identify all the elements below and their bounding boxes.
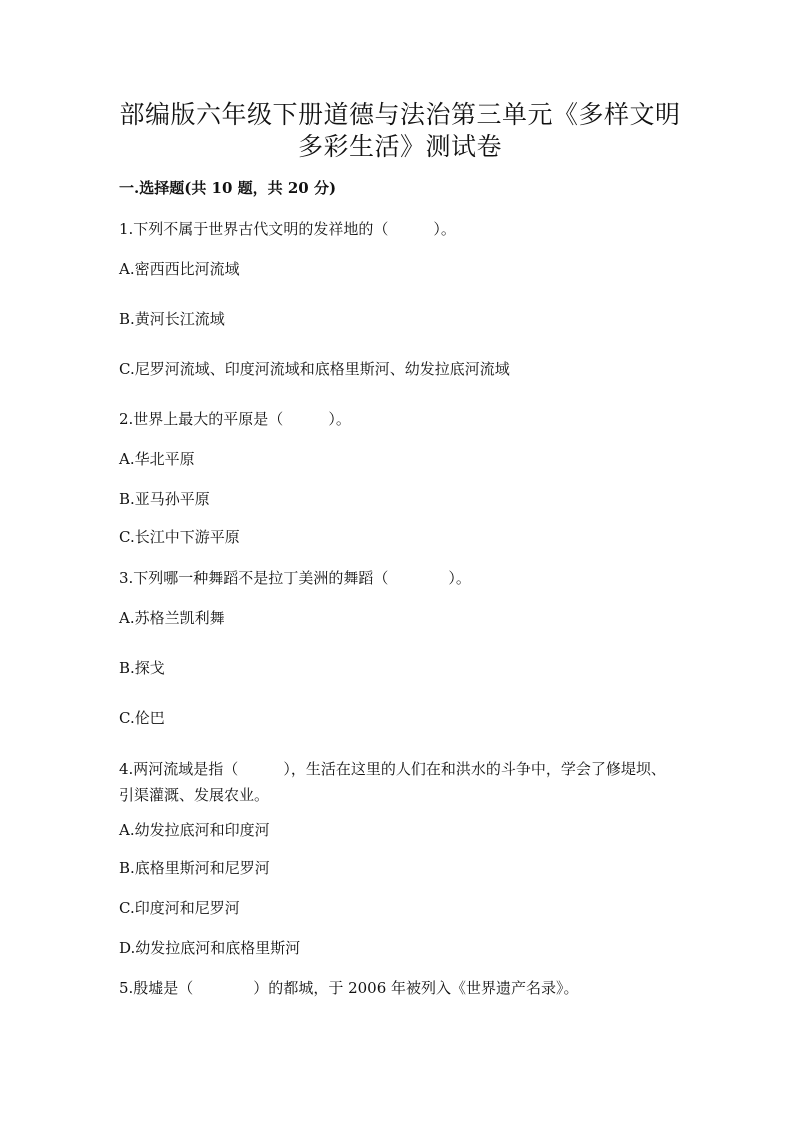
question-3-option-a: A.苏格兰凯利舞 [119,609,225,627]
section-heading: 一.选择题(共 10 题，共 20 分) [119,179,337,197]
question-2-option-c: C.长江中下游平原 [119,528,240,546]
document-title-line-2: 多彩生活》测试卷 [297,132,502,161]
question-4-stem: 4.两河流域是指（ ），生活在这里的人们在和洪水的斗争中，学会了修堤坝、引渠灌溉、发展农业。 [119,760,666,804]
question-1-option-c: C.尼罗河流域、印度河流域和底格里斯河、幼发拉底河流域 [119,360,510,378]
question-2-stem: 2.世界上最大的平原是（ ）。 [119,410,351,428]
question-4-option-c: C.印度河和尼罗河 [119,899,240,917]
question-4-option-a: A.幼发拉底河和印度河 [119,821,270,839]
question-1-option-b: B.黄河长江流域 [119,310,225,328]
question-3-option-c: C.伦巴 [119,709,165,727]
document-title-line-1: 部编版六年级下册道德与法治第三单元《多样文明 [119,100,681,129]
question-1-stem: 1.下列不属于世界古代文明的发祥地的（ ）。 [119,220,456,238]
question-4-option-d: D.幼发拉底河和底格里斯河 [119,939,301,957]
question-3-option-b: B.探戈 [119,659,165,677]
question-5-stem: 5.殷墟是（ ）的都城，于 2006 年被列入《世界遗产名录》。 [119,979,579,997]
question-2-option-b: B.亚马孙平原 [119,490,210,508]
question-2-option-a: A.华北平原 [119,450,195,468]
question-1-option-a: A.密西西比河流域 [119,260,240,278]
question-3-stem: 3.下列哪一种舞蹈不是拉丁美洲的舞蹈（ ）。 [119,569,471,587]
question-4-option-b: B.底格里斯河和尼罗河 [119,859,270,877]
